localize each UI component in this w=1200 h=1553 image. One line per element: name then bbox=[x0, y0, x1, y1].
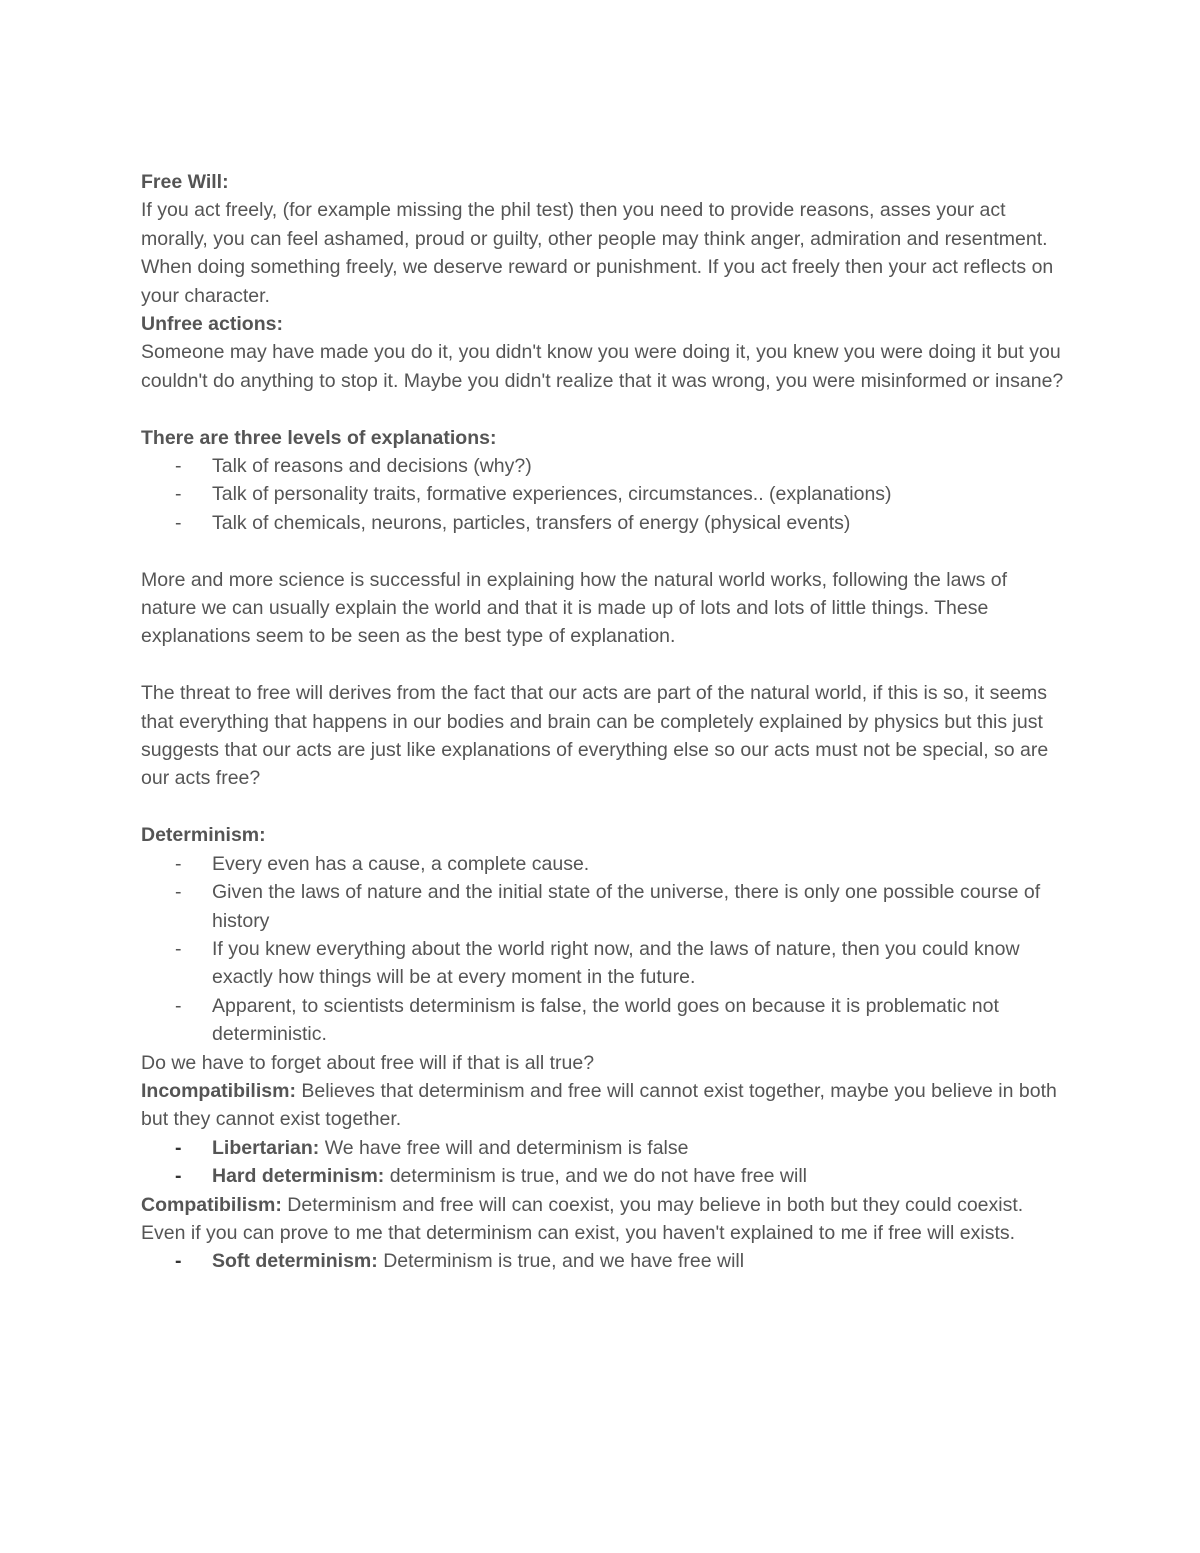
compatibilism-term: Compatibilism: bbox=[141, 1193, 282, 1216]
list-item-text: Every even has a cause, a complete cause. bbox=[212, 852, 590, 875]
list-item-text: Talk of personality traits, formative experiences, circumstances.. (explanations) bbox=[212, 483, 892, 506]
determinism-list bbox=[141, 850, 1066, 1049]
incompatibilism-paragraph bbox=[141, 1077, 1066, 1134]
dash-bullet: - bbox=[175, 881, 182, 904]
spacer bbox=[141, 395, 1066, 423]
list-item bbox=[141, 935, 1066, 992]
list-item bbox=[141, 1247, 1066, 1275]
threat-paragraph: The threat to free will derives from the fact that our acts are part of the natural world, if this is so, it seems that everything that happens in our bodies and brain can be completely explained by physics but this just suggests that our acts are just like explanations of everything else so our acts must not be special, so are our acts free? bbox=[141, 682, 1049, 790]
soft-determinism-term: Soft determinism: bbox=[212, 1250, 378, 1273]
dash-bullet: - bbox=[175, 1165, 182, 1188]
list-item-text: Talk of reasons and decisions (why?) bbox=[212, 455, 532, 478]
document-page bbox=[141, 168, 1066, 1276]
libertarian-term: Libertarian: bbox=[212, 1136, 320, 1159]
spacer bbox=[141, 793, 1066, 821]
dash-bullet: - bbox=[175, 483, 182, 506]
list-item-text: If you knew everything about the world right now, and the laws of nature, then you could know exactly how things will be at every moment in the future. bbox=[212, 937, 1020, 989]
spacer bbox=[141, 537, 1066, 565]
incompatibilism-list bbox=[141, 1134, 1066, 1191]
dash-bullet: - bbox=[175, 511, 182, 534]
list-item bbox=[141, 1134, 1066, 1162]
libertarian-text: We have free will and determinism is false bbox=[319, 1136, 689, 1159]
determinism-heading: Determinism: bbox=[141, 824, 266, 847]
question-line: Do we have to forget about free will if that is all true? bbox=[141, 1051, 595, 1074]
dash-bullet: - bbox=[175, 852, 182, 875]
free-will-heading: Free Will: bbox=[141, 171, 229, 193]
list-item-text: Talk of chemicals, neurons, particles, transfers of energy (physical events) bbox=[212, 511, 851, 534]
list-item-text: Apparent, to scientists determinism is false, the world goes on because it is problematic not deterministic. bbox=[212, 994, 999, 1046]
levels-list bbox=[141, 452, 1066, 537]
compatibilism-list bbox=[141, 1247, 1066, 1275]
list-item bbox=[141, 509, 1066, 537]
dash-bullet: - bbox=[175, 455, 182, 478]
hard-determinism-term: Hard determinism: bbox=[212, 1165, 385, 1188]
list-item bbox=[141, 850, 1066, 878]
dash-bullet: - bbox=[175, 937, 182, 960]
dash-bullet: - bbox=[175, 1250, 182, 1273]
list-item bbox=[141, 878, 1066, 935]
list-item bbox=[141, 480, 1066, 508]
science-paragraph: More and more science is successful in explaining how the natural world works, following the laws of nature we can usually explain the world and that it is made up of lots and lots of little things. These explanations seem to be seen as the best type of explanation. bbox=[141, 568, 1007, 648]
list-item-text: Given the laws of nature and the initial state of the universe, there is only one possible course of history bbox=[212, 881, 1041, 932]
unfree-actions-heading: Unfree actions: bbox=[141, 313, 283, 336]
spacer bbox=[141, 651, 1066, 679]
compatibilism-text: Determinism and free will can coexist, you may believe in both but they could coexist. Even if you can prove to me that determinism can exist, you haven't explained to me if free will exists. bbox=[141, 1193, 1024, 1244]
unfree-actions-paragraph: Someone may have made you do it, you didn't know you were doing it, you knew you were doing it but you couldn't do anything to stop it. Maybe you didn't realize that it was wrong, you were misinformed or insane? bbox=[141, 341, 1064, 392]
list-item bbox=[141, 452, 1066, 480]
levels-heading: There are three levels of explanations: bbox=[141, 426, 497, 449]
dash-bullet: - bbox=[175, 1136, 182, 1159]
list-item bbox=[141, 992, 1066, 1049]
soft-determinism-text: Determinism is true, and we have free will bbox=[377, 1250, 745, 1273]
incompatibilism-term: Incompatibilism: bbox=[141, 1079, 296, 1102]
hard-determinism-text: determinism is true, and we do not have free will bbox=[384, 1165, 807, 1188]
dash-bullet: - bbox=[175, 994, 182, 1017]
free-will-paragraph: If you act freely, (for example missing the phil test) then you need to provide reasons, asses your act morally, you can feel ashamed, proud or guilty, other people may think anger, admiration and resentment. When doing something freely, we deserve reward or punishment. If you act freely then your act reflects on your character. bbox=[141, 199, 1054, 307]
compatibilism-paragraph bbox=[141, 1191, 1066, 1248]
list-item bbox=[141, 1162, 1066, 1190]
incompatibilism-text: Believes that determinism and free will cannot exist together, maybe you believe in both but they cannot exist together. bbox=[141, 1079, 1057, 1131]
